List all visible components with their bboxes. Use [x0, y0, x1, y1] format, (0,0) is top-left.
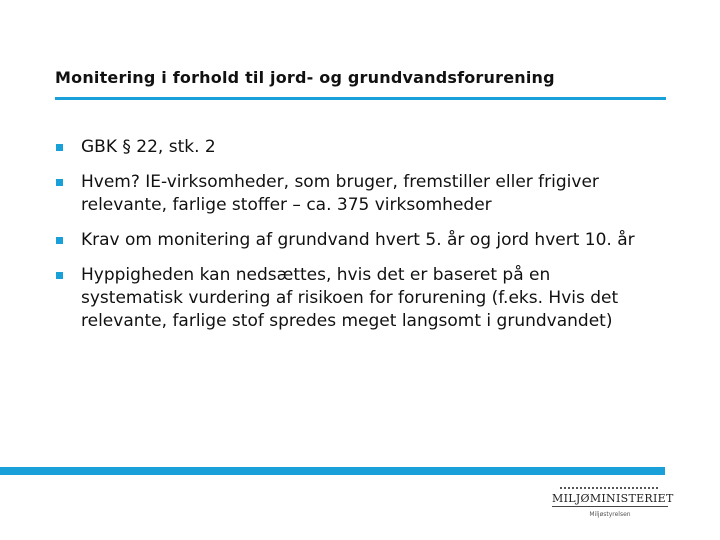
- bullet-item: [56, 171, 656, 217]
- square-bullet-icon: [56, 144, 63, 151]
- ministry-logo: [552, 487, 674, 523]
- logo-subtitle: Miljøstyrelsen: [589, 511, 631, 518]
- bullet-text: Krav om monitering af grundvand hvert 5. år og jord hvert 10. år: [81, 230, 635, 250]
- slide-title: Monitering i forhold til jord- og grundvandsforurening: [55, 68, 555, 87]
- square-bullet-icon: [56, 179, 63, 186]
- square-bullet-icon: [56, 237, 63, 244]
- square-bullet-icon: [56, 272, 63, 279]
- bullet-item: [56, 136, 656, 159]
- bullet-list: [56, 136, 656, 345]
- bullet-item: [56, 264, 656, 333]
- logo-name: MILJØMINISTERIET: [552, 492, 674, 505]
- title-underline: [55, 97, 666, 100]
- logo-ornament: [560, 487, 660, 489]
- bullet-text: Hyppigheden kan nedsættes, hvis det er baseret på en systematisk vurdering af risikoen for forurening (f.eks. Hvis det relevante, farlige stof spredes meget langsomt i grundvandet): [81, 265, 619, 331]
- bullet-text: GBK § 22, stk. 2: [81, 137, 216, 157]
- bullet-text: Hvem? IE-virksomheder, som bruger, fremstiller eller frigiver relevante, farlige stoffer – ca. 375 virksomheder: [81, 172, 599, 215]
- bullet-item: [56, 229, 656, 252]
- footer-bar: [0, 467, 665, 475]
